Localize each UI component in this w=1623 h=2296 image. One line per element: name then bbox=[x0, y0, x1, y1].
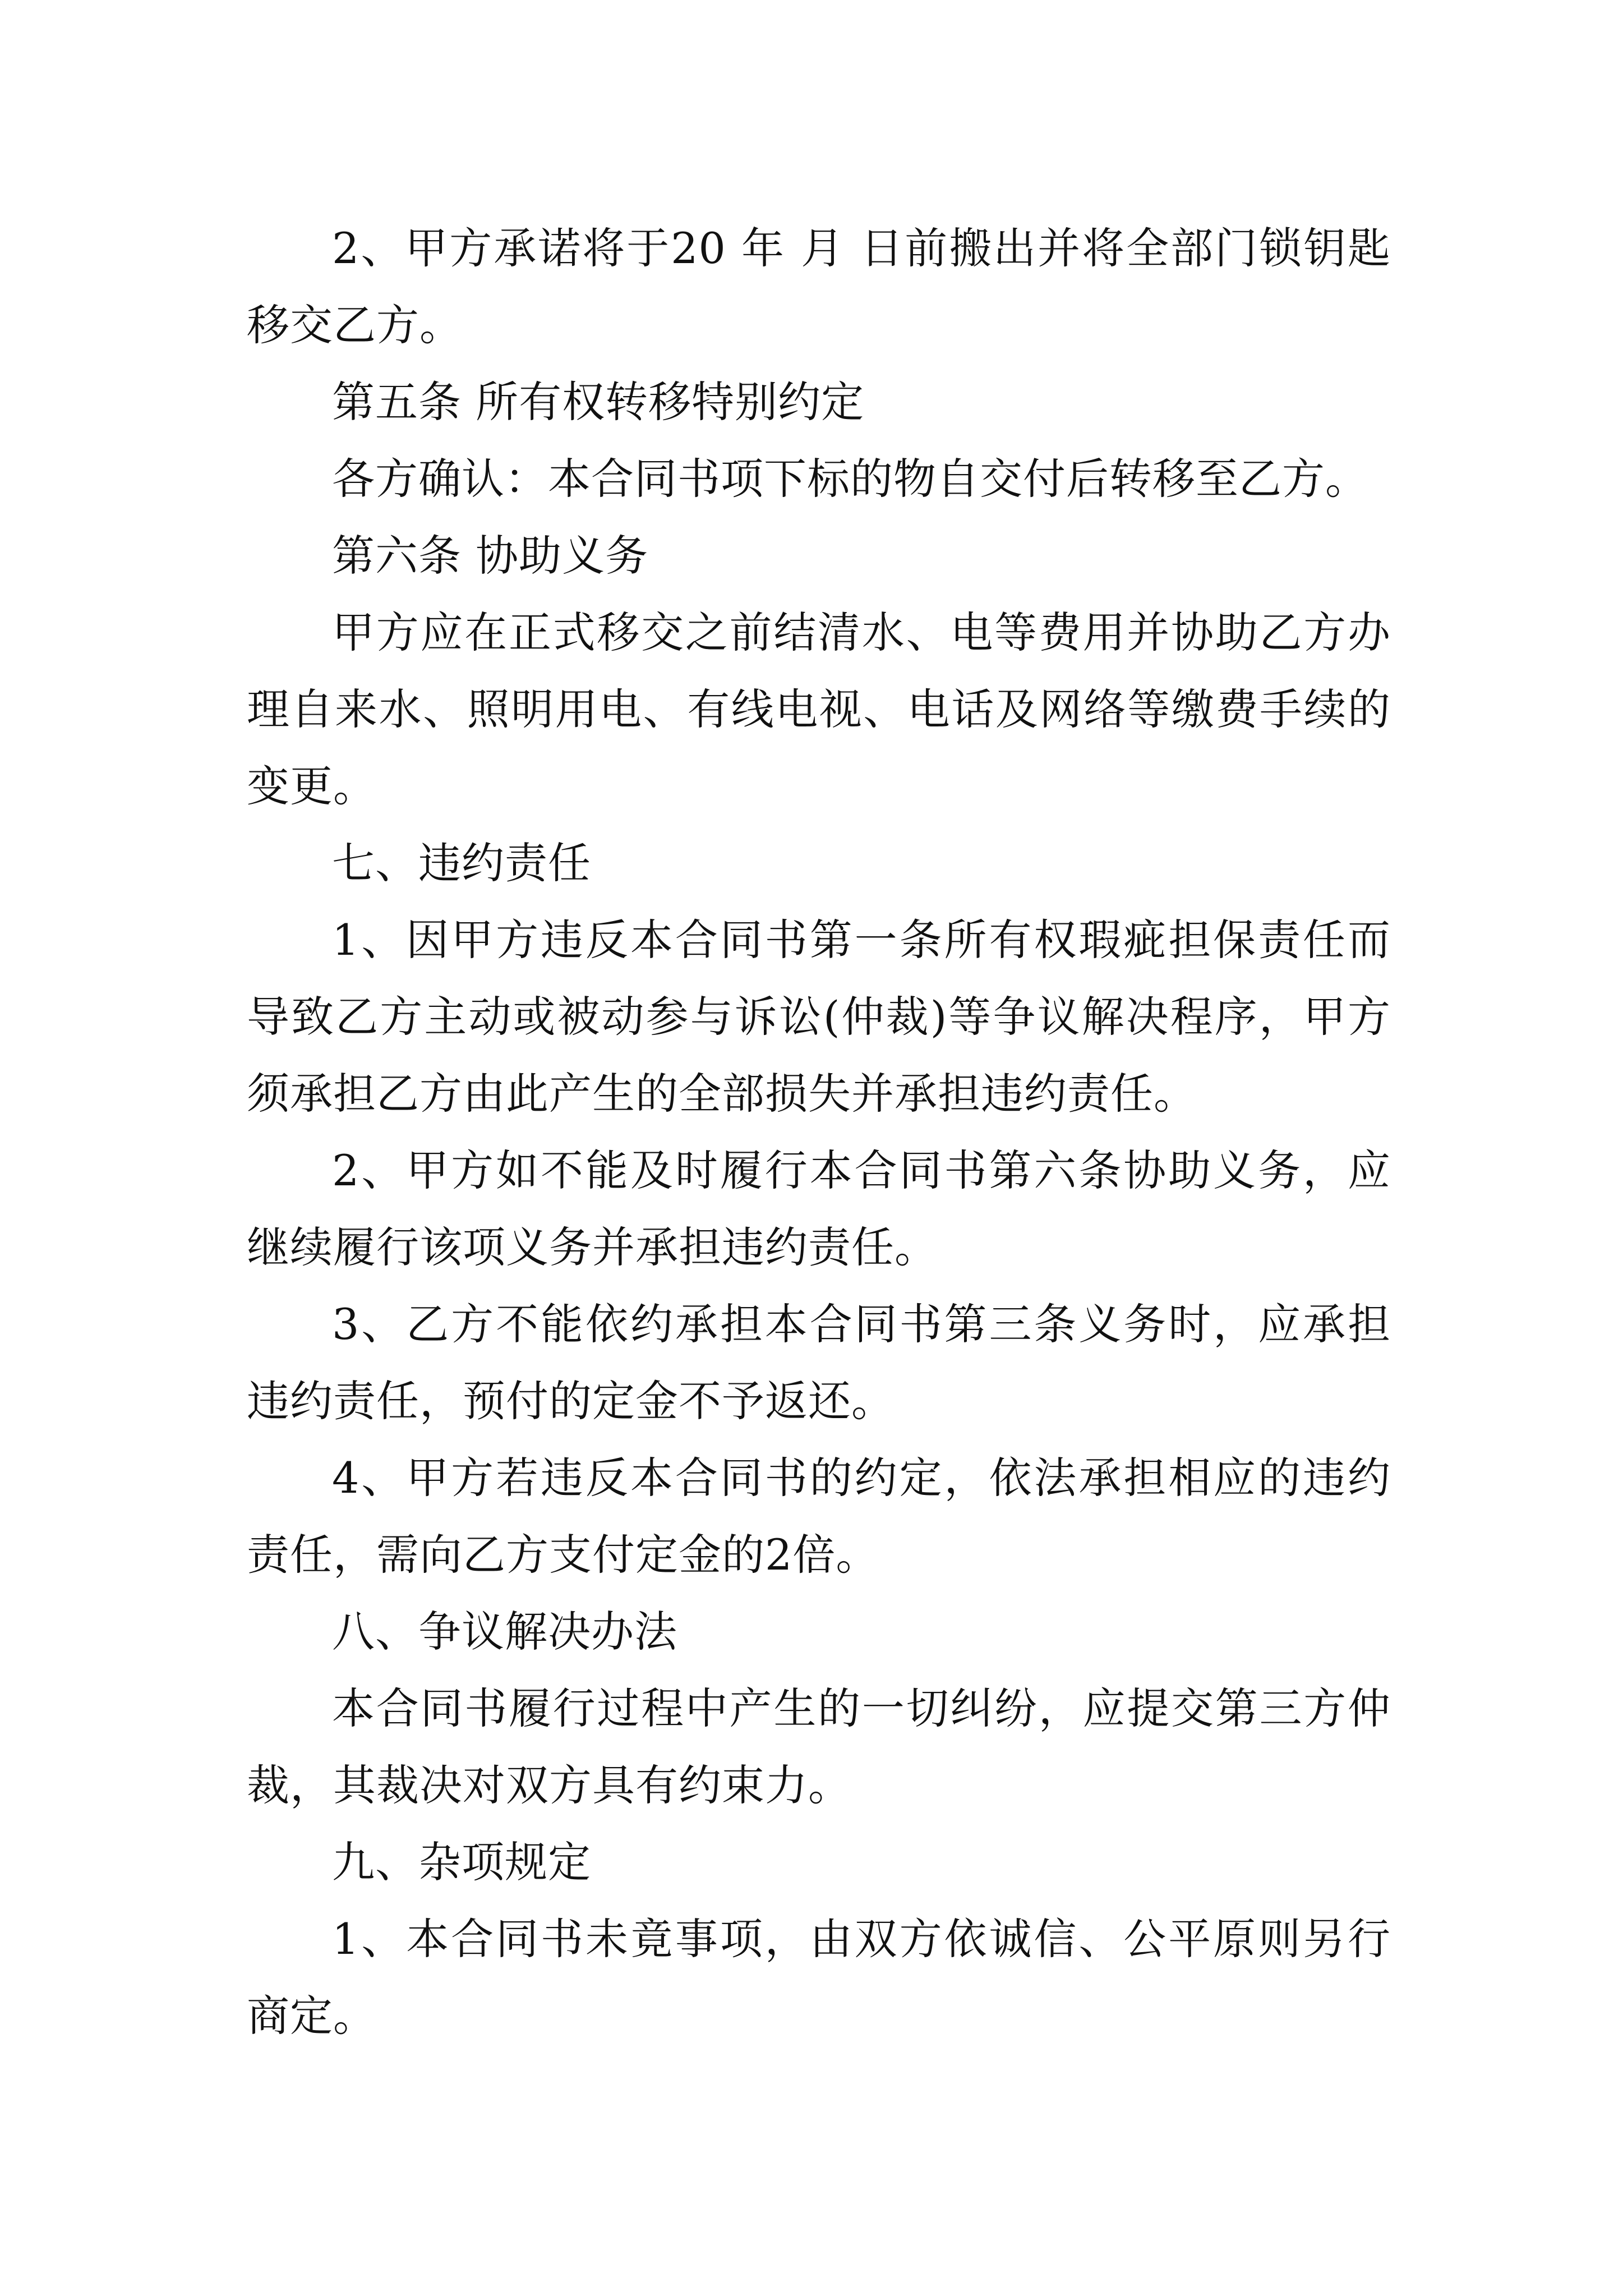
heading-section-9: 九、杂项规定 bbox=[332, 1837, 591, 1887]
paragraph-liability-2: 2、甲方如不能及时履行本合同书第六条协助义务，应继续履行该项义务并承担违约责任。 bbox=[247, 1145, 1391, 1272]
heading-article-6: 第六条 协助义务 bbox=[332, 531, 649, 581]
paragraph-liability-1: 1、因甲方违反本合同书第一条所有权瑕疵担保责任而导致乙方主动或被动参与诉讼(仲裁)等争议解决程序，甲方须承担乙方由此产生的全部损失并承担违约责任。 bbox=[247, 915, 1391, 1119]
paragraph-assistance-duty: 甲方应在正式移交之前结清水、电等费用并协助乙方办理自来水、照明用电、有线电视、电话及网络等缴费手续的变更。 bbox=[247, 608, 1391, 811]
paragraph-liability-4: 4、甲方若违反本合同书的约定，依法承担相应的违约责任，需向乙方支付定金的2倍。 bbox=[247, 1453, 1391, 1580]
heading-section-7: 七、违约责任 bbox=[332, 838, 591, 888]
paragraph-misc-1: 1、本合同书未竟事项，由双方依诚信、公平原则另行商定。 bbox=[247, 1914, 1391, 2041]
paragraph-liability-3: 3、乙方不能依约承担本合同书第三条义务时，应承担违约责任，预付的定金不予返还。 bbox=[247, 1299, 1391, 1426]
heading-section-8: 八、争议解决办法 bbox=[332, 1607, 677, 1657]
paragraph-ownership-transfer: 各方确认：本合同书项下标的物自交付后转移至乙方。 bbox=[332, 454, 1368, 504]
paragraph-move-out-promise: 2、甲方承诺将于20 年 月 日前搬出并将全部门锁钥匙移交乙方。 bbox=[247, 223, 1391, 350]
document-body bbox=[247, 210, 1391, 2054]
heading-article-5: 第五条 所有权转移特别约定 bbox=[332, 377, 865, 427]
paragraph-dispute-resolution: 本合同书履行过程中产生的一切纠纷，应提交第三方仲裁，其裁决对双方具有约束力。 bbox=[247, 1683, 1391, 1810]
